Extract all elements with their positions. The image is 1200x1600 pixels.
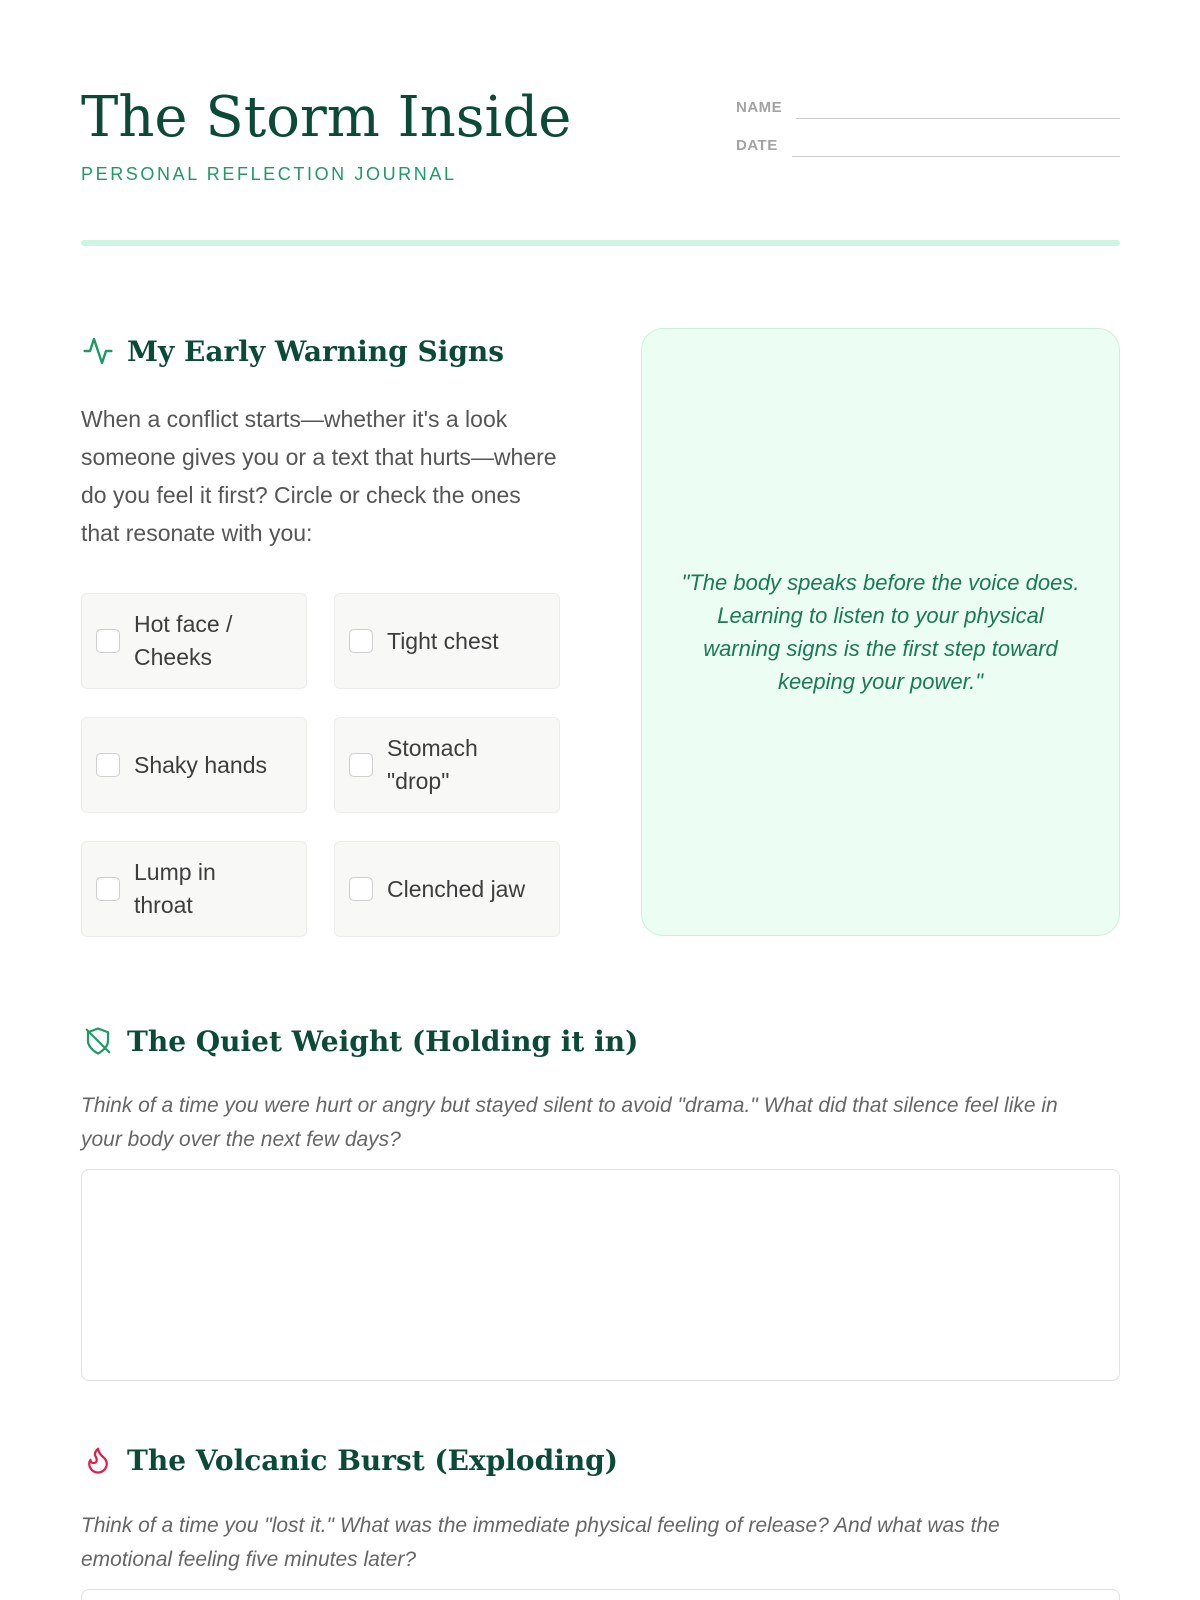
option-label: Clenched jaw: [387, 875, 526, 902]
date-field[interactable]: [736, 119, 1120, 157]
option-label: Stomach "drop": [387, 735, 478, 794]
option-shaky-hands[interactable]: [81, 717, 307, 813]
warning-signs-options: [81, 593, 561, 937]
activity-icon: [81, 334, 115, 368]
volcanic-burst-prompt: Think of a time you "lost it." What was the immediate physical feeling of release? And what was the emotional feeling five minutes later?: [81, 1514, 1000, 1571]
meta-fields: [736, 81, 1120, 157]
volcanic-burst-answer-box[interactable]: [81, 1589, 1120, 1600]
page-title: The Storm Inside: [81, 85, 572, 150]
checkbox[interactable]: [96, 877, 120, 901]
warning-signs-intro: When a conflict starts—whether it's a look someone gives you or a text that hurts—where do you feel it first? Circle or check the ones that resonate with you:: [81, 406, 557, 546]
option-lump-in-throat[interactable]: [81, 841, 307, 937]
option-label: Lump in throat: [134, 859, 216, 918]
quiet-weight-title: The Quiet Weight (Holding it in): [127, 1024, 639, 1058]
date-line[interactable]: [792, 135, 1120, 157]
option-clenched-jaw[interactable]: [334, 841, 560, 937]
checkbox[interactable]: [349, 629, 373, 653]
checkbox[interactable]: [349, 753, 373, 777]
header-divider: [81, 240, 1120, 246]
volcanic-burst-title: The Volcanic Burst (Exploding): [127, 1443, 618, 1477]
checkbox[interactable]: [96, 629, 120, 653]
checkbox[interactable]: [96, 753, 120, 777]
checkbox[interactable]: [349, 877, 373, 901]
quiet-weight-answer-box[interactable]: [81, 1169, 1120, 1381]
volcanic-burst-heading: [81, 1443, 618, 1477]
quiet-weight-heading: [81, 1024, 638, 1058]
name-label: NAME: [736, 99, 783, 116]
page-subtitle: PERSONAL REFLECTION JOURNAL: [81, 164, 457, 184]
quote-text: "The body speaks before the voice does. Learning to listen to your physical warning signs is the first step toward keeping your power.": [681, 570, 1080, 694]
warning-signs-title: My Early Warning Signs: [127, 334, 505, 368]
date-label: DATE: [736, 137, 778, 154]
quote-card: [641, 328, 1120, 936]
option-stomach-drop[interactable]: [334, 717, 560, 813]
quiet-weight-prompt: Think of a time you were hurt or angry but stayed silent to avoid "drama." What did that silence feel like in your body over the next few days?: [81, 1094, 1058, 1151]
option-tight-chest[interactable]: [334, 593, 560, 689]
warning-signs-heading: [81, 334, 504, 368]
flame-icon: [81, 1443, 115, 1477]
option-label: Tight chest: [387, 627, 499, 654]
name-field[interactable]: [736, 81, 1120, 119]
option-label: Hot face / Cheeks: [134, 611, 233, 670]
option-label: Shaky hands: [134, 751, 267, 778]
shield-off-icon: [81, 1024, 115, 1058]
name-line[interactable]: [796, 97, 1120, 119]
option-hot-face[interactable]: [81, 593, 307, 689]
